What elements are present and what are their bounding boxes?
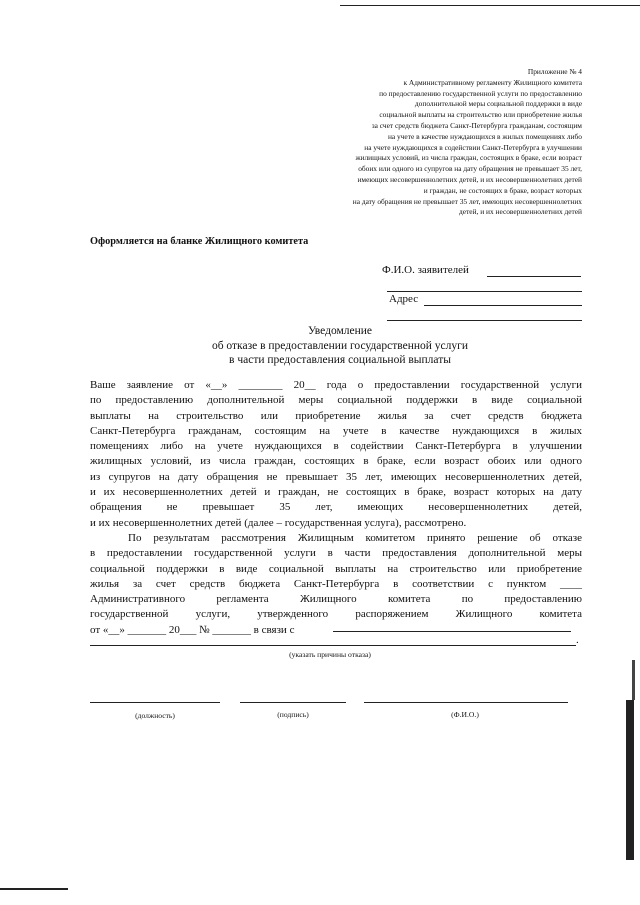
appendix-line: детей, и их несовершеннолетних детей [459,207,582,217]
position-caption: (должность) [135,711,175,720]
appendix-line: дополнительной меры социальной поддержки в виде [414,99,582,109]
address-blank-line [424,305,582,306]
fio-caption: (Ф.И.О.) [451,710,479,719]
title-line: об отказе в предоставлении государственной услуги [211,339,469,352]
title-line: Уведомление [307,325,373,337]
paragraph-line: из супругов на дату обращения не превышает 35 лет, имеющих несовершеннолетних детей, [90,470,582,483]
fio-label: Ф.И.О. заявителей [382,264,469,276]
position-blank-line [90,702,220,703]
paragraph-line: по предоставлению дополнительной меры социальной поддержки в виде социальной [90,394,582,407]
paragraph-line: от «__» _______ 20___ № _______ в связи с [90,623,295,636]
appendix-line: на учете нуждающихся в содействии Санкт-Петербурга в улучшении [364,142,582,152]
paragraph-line: выплаты на строительство или приобретение жилья за счет средств бюджета [90,409,582,422]
paragraph-line: и их несовершеннолетних детей (далее – государственная услуга), рассмотрено. [90,516,467,529]
appendix-line: Приложение № 4 [527,67,582,76]
fio-blank-line [487,276,581,277]
paragraph-line: социальной поддержки в виде социальной выплаты на строительство или приобретение [90,562,582,575]
paragraph-application [90,378,582,531]
reason-caption: (указать причины отказа) [289,650,371,659]
signature-caption: (подпись) [277,710,309,719]
appendix-line: жилищных условий, из числа граждан, состоящих в браке, если возраст [355,153,582,163]
scan-edge-line [340,5,640,6]
scan-edge-mark [632,660,635,700]
appendix-line: обоих или одного из супругов на дату обращения не превышает 35 лет, [358,164,582,174]
appendix-line: на учете в качестве нуждающихся в жилых помещениях либо [387,131,582,141]
paragraph-line: По результатам рассмотрения Жилищным комитетом принято решение об отказе [128,532,582,544]
scan-edge-bar [626,700,634,860]
reason-blank-line [333,631,571,632]
title-line: в части предоставления социальной выплаты [229,354,451,366]
letterhead-note: Оформляется на бланке Жилищного комитета [90,236,309,247]
paragraph-line: в предоставлении государственной услуги в части предоставления дополнительной меры [90,547,582,560]
appendix-line: за счет средств бюджета Санкт-Петербурга гражданам, состоящим [371,120,582,130]
paragraph-line: обращения не превышает 35 лет, имеющих несовершеннолетних детей, [90,501,582,514]
paragraph-line: и их несовершеннолетних детей и граждан, не состоящих в браке, возраст которых на дату [90,486,582,499]
appendix-line: по предоставлению государственной услуги по предоставлению [379,88,582,98]
appendix-header [262,67,582,218]
address-label: Адрес [389,293,419,305]
appendix-line: и граждан, не состоящих в браке, возраст которых [423,185,582,195]
paragraph-line: Санкт-Петербурга гражданам, состоящим на учете в качестве нуждающихся в жилых [90,424,582,437]
appendix-line: к Административному регламенту Жилищного комитета [403,77,582,87]
appendix-line: на дату обращения не превышает 35 лет, имеющих несовершеннолетних [352,196,582,206]
fio-blank-line-2 [387,291,582,292]
appendix-line: имеющих несовершеннолетних детей, и их несовершеннолетних детей [357,174,582,184]
fio-signature-blank-line [364,702,568,703]
scan-edge-line [0,888,68,890]
paragraph-line: Административного регламента Жилищного комитета по предоставлению [90,593,582,606]
paragraph-decision [90,531,582,638]
paragraph-line: жилья за счет средств бюджета Санкт-Петербурга в соответствии с пунктом ____ [90,577,582,590]
signature-blank-line [240,702,346,703]
document-title [110,324,570,368]
address-blank-line-2 [387,320,582,321]
appendix-line: социальной выплаты на строительство или приобретение жилья [379,110,582,120]
paragraph-line: помещениях либо на учете нуждающихся в содействии Санкт-Петербурга в улучшении [90,440,582,453]
paragraph-line: государственной услуги, утвержденного распоряжением Жилищного комитета [90,608,582,621]
paragraph-line: Ваше заявление от «__» ________ 20__ года о предоставлении государственной услуги [90,379,582,391]
reason-end-dot: . [576,634,579,646]
paragraph-line: жилищных условий, из числа граждан, состоящих в браке, если возраст обоих или одного [90,455,582,468]
reason-blank-line-2 [90,645,576,646]
